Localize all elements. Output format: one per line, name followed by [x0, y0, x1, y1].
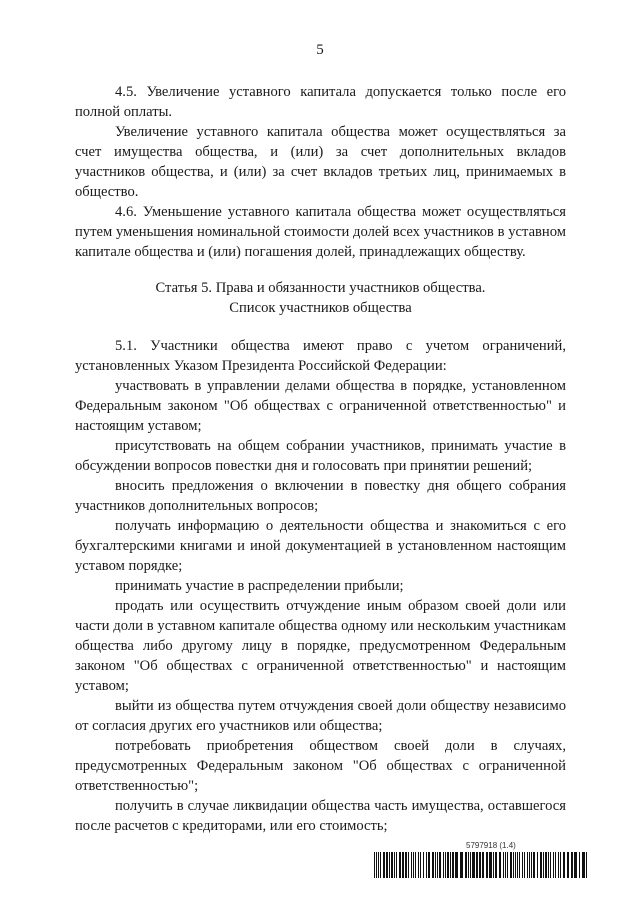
document-body	[75, 82, 566, 836]
barcode-icon	[374, 852, 589, 878]
paragraph-5-1: 5.1. Участники общества имеют право с учетом ограничений, установленных Указом Президента Российской Федерации:	[75, 338, 566, 374]
article-heading-line2: Список участников общества	[229, 300, 412, 316]
list-item-management: участвовать в управлении делами общества в порядке, установленном Федеральным законом "Об обществах с ограниченной ответственностью" и настоящим уставом;	[75, 378, 566, 434]
list-item-meeting: присутствовать на общем собрании участников, принимать участие в обсуждении вопросов повестки дня и голосовать при принятии решений;	[75, 438, 566, 474]
list-item-information: получать информацию о деятельности общества и знакомиться с его бухгалтерскими книгами и иной документацией в установленном настоящим уставом порядке;	[75, 518, 566, 574]
list-item-exit: выйти из общества путем отчуждения своей доли обществу независимо от согласия других его участников или общества;	[75, 698, 566, 734]
paragraph-4-5: 4.5. Увеличение уставного капитала допускается только после его полной оплаты.	[75, 84, 566, 120]
document-reference: 5797918 (1.4)	[466, 841, 516, 850]
list-item-buyback: потребовать приобретения обществом своей доли в случаях, предусмотренных Федеральным законом "Об обществах с ограниченной ответственностью";	[75, 738, 566, 794]
list-item-liquidation: получить в случае ликвидации общества часть имущества, оставшегося после расчетов с кредиторами, или его стоимость;	[75, 798, 566, 834]
page-number: 5	[316, 42, 324, 58]
list-item-profit: принимать участие в распределении прибыли;	[115, 578, 404, 594]
list-item-proposals: вносить предложения о включении в повестку дня общего собрания участников дополнительных вопросов;	[75, 478, 566, 514]
paragraph-4-6: 4.6. Уменьшение уставного капитала общества может осуществляться путем уменьшения номинальной стоимости долей всех участников в уставном капитале общества и (или) погашения долей, принадлежащих обществу.	[75, 204, 566, 260]
article-heading-line1: Статья 5. Права и обязанности участников общества.	[155, 280, 486, 296]
paragraph-capital-increase: Увеличение уставного капитала общества может осуществляться за счет имущества общества, и (или) за счет дополнительных вкладов участников общества, и (или) за счет вкладов третьих лиц, принимаемых в общество.	[75, 124, 566, 200]
list-item-sell-share: продать или осуществить отчуждение иным образом своей доли или части доли в уставном капитале общества одному или нескольким участникам общества либо другому лицу в порядке, предусмотренном Федеральным законом "Об обществах с ограниченной ответственностью" и настоящим уставом;	[75, 598, 566, 694]
